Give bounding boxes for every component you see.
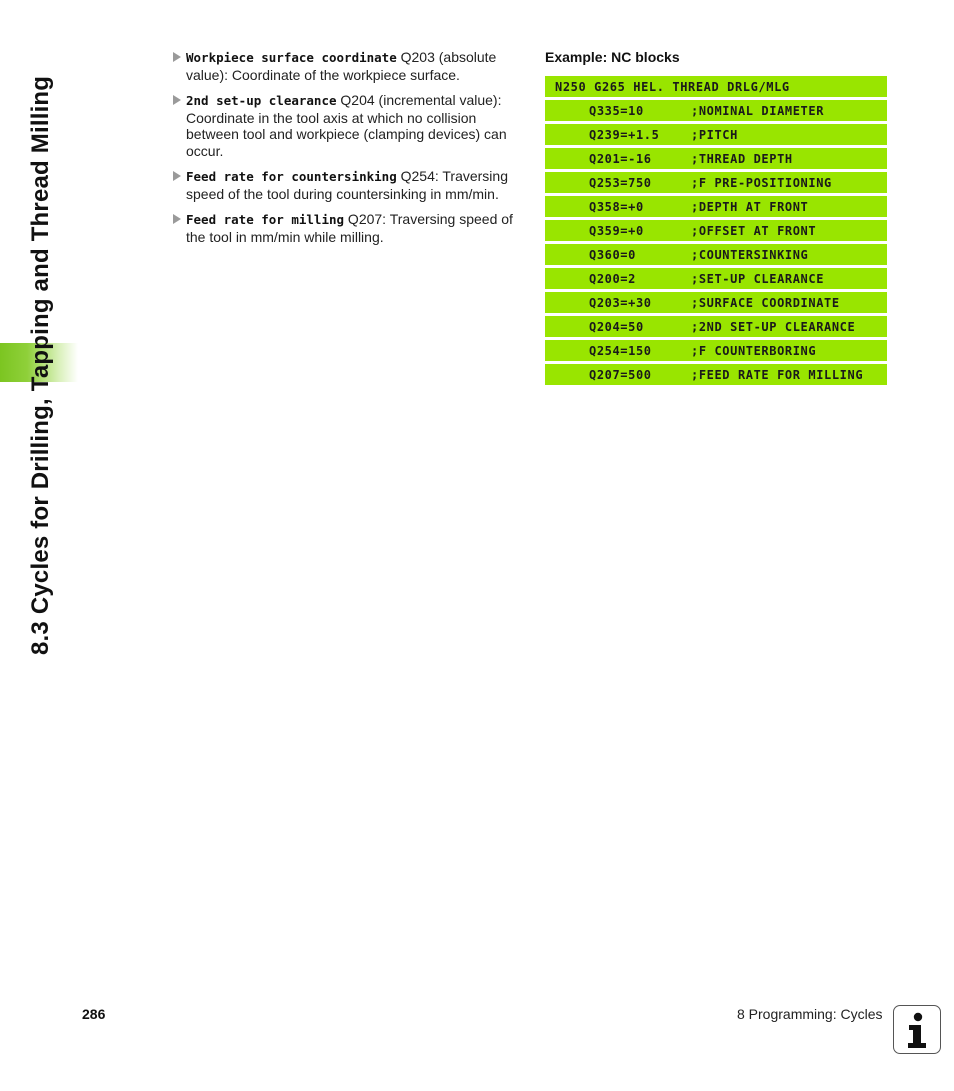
parameter-keyword: Feed rate for countersinking: [186, 169, 397, 184]
parameter-keyword: Workpiece surface coordinate: [186, 50, 397, 65]
parameter-item: [172, 168, 528, 202]
nc-param: Q200=2: [589, 271, 636, 286]
nc-param: Q239=+1.5: [589, 127, 660, 142]
nc-param: Q253=750: [589, 175, 652, 190]
nc-param: Q254=150: [589, 343, 652, 358]
nc-block-row: [545, 316, 887, 337]
page-number: 286: [82, 1006, 106, 1022]
parameter-description: Q204 (incremental value): Coordinate in the tool axis at which no collision between tool and workpiece (clamping devices) can occur.: [186, 92, 507, 159]
nc-block-listing: [545, 76, 887, 388]
nc-comment: ;2ND SET-UP CLEARANCE: [691, 319, 856, 334]
nc-comment: ;THREAD DEPTH: [691, 151, 793, 166]
nc-param: Q207=500: [589, 367, 652, 382]
parameter-item: [172, 211, 528, 245]
nc-block-row: [545, 268, 887, 289]
nc-block-row: [545, 124, 887, 145]
nc-param: Q360=0: [589, 247, 636, 262]
nc-comment: ;FEED RATE FOR MILLING: [691, 367, 864, 382]
chapter-label: 8 Programming: Cycles: [737, 1006, 883, 1022]
parameter-keyword: 2nd set-up clearance: [186, 93, 337, 108]
nc-block-row: [545, 148, 887, 169]
nc-block-row: [545, 196, 887, 217]
nc-comment: ;NOMINAL DIAMETER: [691, 103, 825, 118]
nc-block-row: [545, 100, 887, 121]
nc-comment: ;OFFSET AT FRONT: [691, 223, 817, 238]
nc-comment: ;F PRE-POSITIONING: [691, 175, 832, 190]
nc-block-row: [545, 244, 887, 265]
nc-param: Q204=50: [589, 319, 644, 334]
nc-param: Q201=-16: [589, 151, 652, 166]
parameter-list: [172, 49, 528, 254]
nc-header-block: N250 G265 HEL. THREAD DRLG/MLG: [545, 76, 887, 97]
nc-comment: ;COUNTERSINKING: [691, 247, 809, 262]
nc-param: Q358=+0: [589, 199, 644, 214]
nc-comment: ;PITCH: [691, 127, 738, 142]
section-title-vertical: 8.3 Cycles for Drilling, Tapping and Thread Milling: [27, 75, 54, 655]
nc-block-row: [545, 340, 887, 361]
triangle-bullet-icon: [173, 171, 181, 181]
nc-comment: ;F COUNTERBORING: [691, 343, 817, 358]
nc-comment: ;DEPTH AT FRONT: [691, 199, 809, 214]
parameter-item: [172, 49, 528, 83]
parameter-description: Q207: Traversing speed of the tool in mm/min while milling.: [186, 211, 513, 245]
triangle-bullet-icon: [173, 214, 181, 224]
parameter-keyword: Feed rate for milling: [186, 212, 345, 227]
example-title: Example: NC blocks: [545, 49, 680, 65]
parameter-item: [172, 92, 528, 159]
nc-param: Q335=10: [589, 103, 644, 118]
parameter-description: Q254: Traversing speed of the tool during countersinking in mm/min.: [186, 168, 508, 202]
nc-block-row: [545, 172, 887, 193]
nc-comment: ;SET-UP CLEARANCE: [691, 271, 825, 286]
triangle-bullet-icon: [173, 95, 181, 105]
nc-block-row: [545, 364, 887, 385]
nc-comment: ;SURFACE COORDINATE: [691, 295, 840, 310]
nc-block-row: [545, 292, 887, 313]
triangle-bullet-icon: [173, 52, 181, 62]
nc-param: Q359=+0: [589, 223, 644, 238]
nc-block-row: [545, 220, 887, 241]
parameter-description: Q203 (absolute value): Coordinate of the workpiece surface.: [186, 49, 497, 83]
info-icon: [893, 1005, 941, 1054]
nc-param: Q203=+30: [589, 295, 652, 310]
